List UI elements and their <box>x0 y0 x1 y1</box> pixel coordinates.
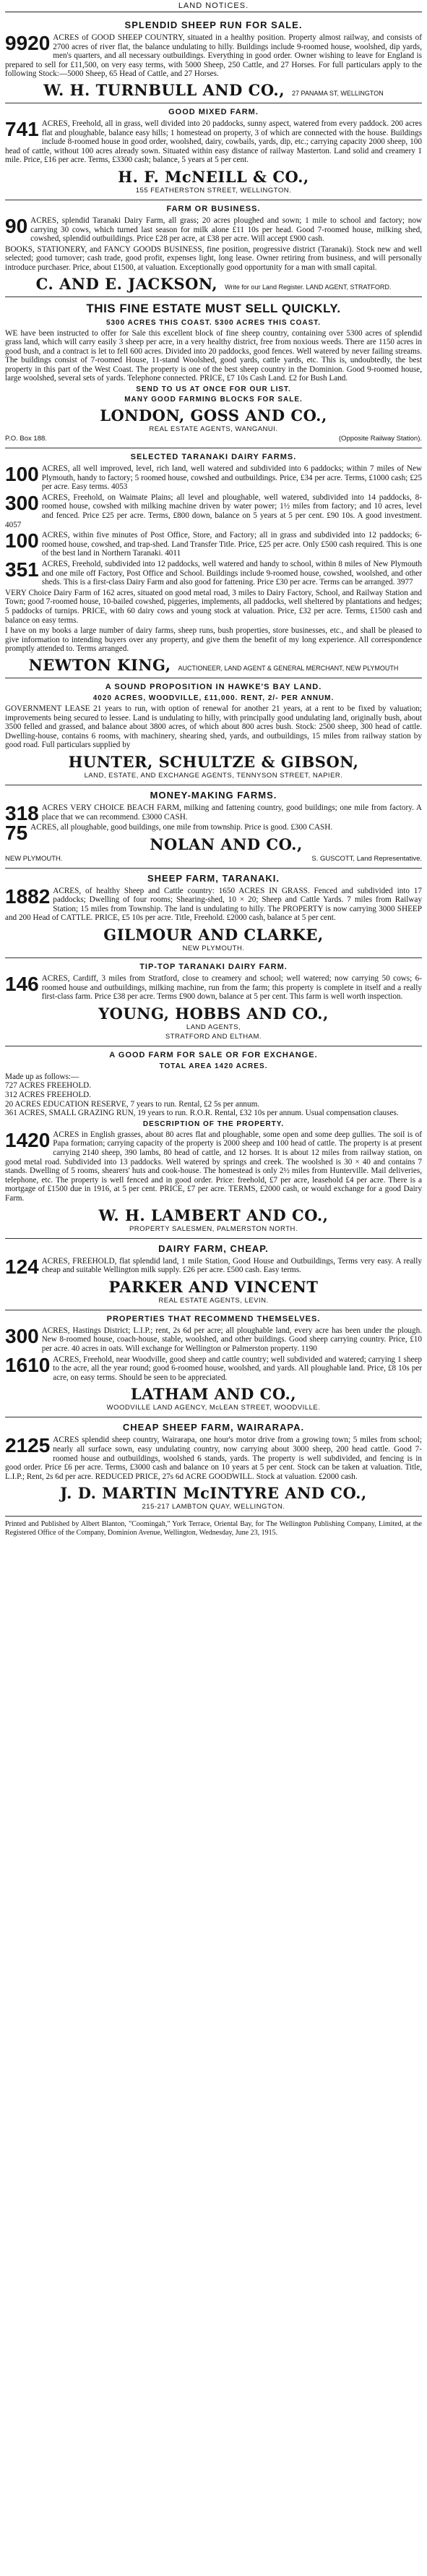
lead-number: 100 <box>5 463 39 486</box>
ad-body <box>5 884 422 923</box>
ad-note: MANY GOOD FARMING BLOCKS FOR SALE. <box>124 396 303 404</box>
ad-subheading: TOTAL AREA 1420 ACRES. <box>159 1062 268 1070</box>
ad-body-text: ACRES splendid sheep country, Wairarapa, one hour's motor drive from a growing town; 5 miles from school; nearly all surface sown, easy undulating country, now carrying about 3000 sheep, 200 head cattle. Good 7-roomed house and outbuildings, woolshed 6 stands, yards. The property is well subdivided, and fencing is in good order. Price £6 per acre. Terms, £3000 cash and balance on 10 years at 5 per cent. Stock can be taken at valuation. Title, L.I.P.; Rent, 2s 6d per acre. REDUCED PRICE, 27s 6d ACRE GOODWILL. Stock at valuation. £2000 cash. <box>5 1436 422 1481</box>
lead-number: 741 <box>5 117 39 140</box>
ad-body-text: ACRES, FREEHOLD, flat splendid land, 1 mile Station, Good House and Outbuildings, Terms very easy. A really cheap and suitable Wellington milk supply. £26 per acre. £500 cash. Easy terms. <box>41 1256 422 1275</box>
lead-number: 300 <box>5 491 39 514</box>
agent-address-line2: STRATFORD AND ELTHAM. <box>165 1032 262 1041</box>
ad-subheading: 5300 ACRES THIS COAST. 5300 ACRES THIS COAST. <box>105 318 322 327</box>
agent-town: NEW PLYMOUTH. <box>5 854 63 863</box>
firm-row <box>5 275 422 293</box>
agent-address: WOODVILLE LAND AGENCY, McLEAN STREET, WOODVILLE. <box>106 1404 321 1412</box>
ad-body-text: ACRES of GOOD SHEEP COUNTRY, situated in a healthy position. Property almost railway, and consists of 2700 acres of river flat, the balance undulating to hilly. Buildings include 9-roomed house, woolshed, dip yards, men's quarters, and all necessary outbuildings. Everything in good order. Owner wishing to leave for England is prepared to sell for £11,500, on very easy terms, with 5000 Sheep, 250 Cattle, and 27 Horses. For full particulars apply to the following Stock:—5000 Sheep, 65 Head of Cattle, and 27 Horses. <box>5 33 422 79</box>
listing-text: ACRES, Freehold, on Waimate Plains; all level and ploughable, well watered, subdivided into 14 paddocks, 8-roomed house, cowshed with milking machine driven by water power; 1½ miles from factory; and 10 acres, level and fenced. Price £25 per acre. Terms, £800 down, balance on 5 years at 5 per cent. £90 10s. A good investment. 4057 <box>5 492 422 529</box>
agent-address: 215-217 LAMBTON QUAY, WELLINGTON. <box>142 1503 285 1511</box>
lead-number: 9920 <box>5 32 51 54</box>
agent-name: NOLAN AND CO., <box>150 835 303 853</box>
ad-farm-for-exchange <box>5 1046 422 1239</box>
agent-name: YOUNG, HOBBS AND CO., <box>98 1004 329 1023</box>
ad-heading: A GOOD FARM FOR SALE OR FOR EXCHANGE. <box>109 1050 318 1059</box>
ad-heading: DAIRY FARM, CHEAP. <box>158 1242 269 1254</box>
lead-number: 75 <box>5 822 28 845</box>
ad-heading: A SOUND PROPOSITION IN HAWKE'S BAY LAND. <box>105 682 322 691</box>
agent-address: LAND, ESTATE, AND EXCHANGE AGENTS, TENNYSON STREET, NAPIER. <box>84 771 343 780</box>
agent-address: PROPERTY SALESMEN, PALMERSTON NORTH. <box>129 1224 298 1233</box>
listing-entry <box>5 560 422 587</box>
ad-note: SEND TO US AT ONCE FOR OUR LIST. <box>136 385 291 394</box>
agent-name: W. H. LAMBERT AND CO., <box>98 1206 329 1224</box>
agent-address: AUCTIONEER, LAND AGENT & GENERAL MERCHANT, NEW PLYMOUTH <box>178 664 399 672</box>
agent-name: LATHAM AND CO., <box>130 1385 297 1404</box>
listing-entry <box>5 1326 422 1354</box>
agent-name: HUNTER, SCHULTZE & GIBSON, <box>68 752 359 771</box>
ad-taranaki-dairy-farms <box>5 448 422 678</box>
ad-heading: GOOD MIXED FARM. <box>168 107 259 116</box>
ad-body <box>5 119 422 165</box>
ad-tip-top-dairy-farm <box>5 958 422 1046</box>
listing-text: ACRES, all well improved, level, rich land, well watered and subdivided into 6 paddocks; within 7 miles of New Plymouth, handy to factory; 5 roomed house, cowshed and outbuildings. Price, £34 per acre. Terms, £1000 cash; £25 per acre. Easy terms. 4053 <box>41 464 422 492</box>
firm-row <box>5 81 422 99</box>
ad-body <box>5 216 422 244</box>
agent-name: W. H. TURNBULL AND CO., <box>43 80 285 99</box>
ad-body-text: ACRES, of healthy Sheep and Cattle country: 1650 ACRES IN GRASS. Fenced and subdivided into 17 paddocks; Dwelling of four rooms; Shearing-shed, 10 × 20; Sheep and Cattle Yards. 7 miles from Railway Station; 15 miles from Township. The land is undulating to hilly. The PROPERTY is now carrying 3000 SHEEP and 200 Head of CATTLE. PRICE, £5 10s per acre. Title, Freehold. £2000 cash, balance at 5 per cent. <box>5 886 422 923</box>
ad-hawkes-bay-land <box>5 678 422 785</box>
lead-number: 300 <box>5 1324 39 1347</box>
lead-number: 318 <box>5 801 39 824</box>
listing-entry <box>5 803 422 822</box>
land-representative: S. GUSCOTT, Land Representative. <box>311 854 422 863</box>
ad-heading: FARM OR BUSINESS. <box>166 204 261 213</box>
ad-heading: PROPERTIES THAT RECOMMEND THEMSELVES. <box>106 1314 321 1323</box>
listing-entry <box>5 531 422 558</box>
ad-heading: SELECTED TARANAKI DAIRY FARMS. <box>130 453 297 462</box>
lead-number: 351 <box>5 558 39 581</box>
publisher-imprint: Printed and Published by Albert Blanton, "Coomingah," York Terrace, Oriental Bay, for The Wellington Publishing Company, Limited, at the Registered Office of the Company, Dominion Avenue, Wellington, Wednesday, June 23, 1915. <box>5 1520 422 1537</box>
ad-body-text: GOVERNMENT LEASE 21 years to run, with option of renewal for another 21 years, at a rent to be fixed by valuation; improvements being secured to lessee. Land is undulating to hilly, with principally good undulating land, originally bush, about 3500 felled and grassed, and balance about 3800 acres, of which about 800 acres bush. Stock: 2500 sheep, 300 head of cattle. Dwelling-house, contains 6 rooms, with machinery, shearing shed, yards, and outbuildings, 15 miles from railway station by good road. Full particulars supplied by <box>5 704 422 750</box>
description-heading: DESCRIPTION OF THE PROPERTY. <box>142 1119 285 1128</box>
ad-sheep-farm-taranaki <box>5 869 422 958</box>
agent-name: LONDON, GOSS AND CO., <box>100 406 327 425</box>
ad-heading: THIS FINE ESTATE MUST SELL QUICKLY. <box>86 301 341 315</box>
listing-text: ACRES, Freehold, near Woodville, good sheep and cattle country; well subdivided and watered; carrying 1 sheep to the acre, all the year round; good 6-roomed house, woolshed, and yards. All ploughable land. Price, £8 10s per acre, on easy terms. Should be seen to be appreciated. <box>53 1355 422 1382</box>
page-header: LAND NOTICES. <box>5 1 422 12</box>
ad-body-text: ACRES, splendid Taranaki Dairy Farm, all grass; 20 acres ploughed and sown; 1 mile to school and factory; now carrying 30 cows, which turned last season for milk alone £11 10s per head. Good 7-roomed house, milking shed, cowshed, splendid outbuildings. Price £28 per acre, at £38 per acre. Will accept £900 cash. <box>30 216 422 244</box>
lead-number: 1420 <box>5 1128 51 1151</box>
ad-farm-or-business <box>5 200 422 297</box>
agent-contact-row <box>5 435 422 443</box>
agent-name: J. D. MARTIN McINTYRE AND CO., <box>60 1484 367 1503</box>
agent-address: 155 FEATHERSTON STREET, WELLINGTON. <box>135 186 292 195</box>
ad-good-mixed-farm <box>5 103 422 200</box>
ad-body <box>5 1255 422 1278</box>
lead-number: 2125 <box>5 1434 51 1457</box>
ad-body-text: WE have been instructed to offer for Sale this excellent block of fine sheep country, containing over 5300 acres of splendid grass land, which will carry easily 3 sheep per acre, in a very healthy district, free from noxious weeds. There are 1150 acres in good bush, and a contract is let to fell 600 acres. Divided into 20 paddocks, good fences. Well watered by never failing streams. The buildings consist of 7-roomed House, 11-stand Woolshed, good yards, cattle yards, etc. This is, undoubtedly, the best property in this part of the West Coast. The property is one of the best sheep country in the Dominion. Good 9-roomed house, large woolshed, several sets of yards. Telephone connected. PRICE, £7 10s Cash Land. £2 for Bush Land. <box>5 328 422 383</box>
ad-body-text: ACRES, Freehold, all in grass, well divided into 20 paddocks, sunny aspect, watered from every paddock. 200 acres flat and ploughable, balance easy hills; 1 homestead on property, 3 of which are connected with the house. Buildings include 8-roomed house in good order, woolshed, dairy, cowbails, yards, dip, etc.; carrying capacity 2000 sheep, 100 head of cattle, without 100 acres already sown. Situated within easy distance of railway Masterton. Land solid and creamery 1 mile. Price, £16 per acre. Terms, £3300 cash; balance, 5 years at 5 per cent. <box>5 119 422 165</box>
agent-address: LAND AGENTS, <box>186 1023 241 1031</box>
lead-number: 1610 <box>5 1353 51 1376</box>
agent-name: H. F. McNEILL & CO., <box>118 167 309 186</box>
lead-number: 1882 <box>5 884 51 908</box>
ad-body-text: ACRES in English grasses, about 80 acres flat and ploughable, some open and some deep gullies. The soil is of Papa formation; carrying capacity of the property is 2000 sheep and 100 head of cattle. The property is at present carrying 2140 sheep, 390 lambs, 80 head of cattle, and 12 horses. It is about 12 miles from railway station, on good metal road. Subdivided into 13 paddocks. Well watered by springs and creek. The woolshed is 30 × 40 and contains 7 stands. Dwelling of 5 rooms, shearers' huts and cook-house. The homestead is only 2½ miles from Hunterville. Mail deliveries, telephone, etc. The property is well fenced and in good order. Price: freehold, £7 per acre, leasehold £4 per acre. There is a mortgage of £1500 due in 1916, at 5 per cent. PRICE, £7 per acre. TERMS, £2000 cash, or would exchange for a good Dairy Farm. <box>5 1130 422 1203</box>
lead-number: 100 <box>5 529 39 553</box>
ad-splendid-sheep-run <box>5 15 422 103</box>
property-breakdown: Made up as follows:— 727 ACRES FREEHOLD. 312 ACRES FREEHOLD. 20 ACRES EDUCATION RESERVE, 7 years to run. Rental, £2 5s per annum. 361 ACRES, SMALL GRAZING RUN, 19 years to run. R.O.R. Rental, £32 10s per annum. Usual compensation clauses. <box>5 1072 399 1118</box>
ad-body <box>5 1130 422 1203</box>
agent-name: GILMOUR AND CLARKE, <box>103 926 324 944</box>
ad-dairy-farm-cheap <box>5 1239 422 1310</box>
listing-entry <box>5 1355 422 1383</box>
agent-address: Write for our Land Register. LAND AGENT, STRATFORD. <box>225 283 392 291</box>
listing-text: ACRES, all ploughable, good buildings, one mile from township. Price is good. £300 CASH. <box>30 823 333 832</box>
ad-body <box>5 33 422 79</box>
agent-name: NEWTON KING, <box>28 655 171 674</box>
agent-address: REAL ESTATE AGENTS, WANGANUI. <box>149 425 278 434</box>
lead-number: 90 <box>5 214 28 237</box>
listing-text: ACRES, Freehold, subdivided into 12 paddocks, well watered and handy to school, within 8 miles of New Plymouth and one mile off Factory, Post Office and School. Buildings include 9-roomed house, cowshed, woolshed, and other sheds. This is a first-class Dairy Farm and also good for fattening. Price £30 per acre. Terms can be arranged. 3977 <box>41 560 422 587</box>
po-box: P.O. Box 188. <box>5 435 47 443</box>
ad-subheading: 4020 ACRES, WOODVILLE, £11,000. RENT, 2/- PER ANNUM. <box>92 694 335 702</box>
lead-number: 146 <box>5 973 39 996</box>
ad-fine-estate <box>5 297 422 449</box>
ad-body <box>5 974 422 1002</box>
ad-heading: MONEY-MAKING FARMS. <box>150 789 277 801</box>
listing-entry: VERY Choice Dairy Farm of 162 acres, situated on good metal road, 3 miles to Dairy Factory, School, and Railway Station and Town; good 7-roomed house, 10-bailed cowshed, piggeries, implements, all paddocks, well sheltered by plantations and hedges; 5 paddocks of turnips. PRICE, with 60 dairy cows and young stock at valuation. Price, £32 per acre. Terms, £1500 cash and balance on easy terms. <box>5 588 422 625</box>
listing-entry: I have on my books a large number of dairy farms, sheep runs, bush properties, store businesses, etc., and shall be pleased to give information to intending buyers over any property, and give them the benefit of my long experience. All correspondence promptly attended to. Terms arranged. <box>5 626 422 654</box>
listing-entry <box>5 493 422 529</box>
lead-number: 124 <box>5 1255 39 1278</box>
ad-properties-recommend <box>5 1310 422 1418</box>
agent-contact-row <box>5 855 422 863</box>
listing-entry <box>5 464 422 492</box>
listing-text: ACRES, within five minutes of Post Office, Store, and Factory; all in grass and subdivided into 12 paddocks; 6-roomed house, cowshed, and trap-shed. Land Transfer Title. Price, £25 per acre. Only £500 cash required. This is one of the best land in Northern Taranaki. 4011 <box>41 531 422 558</box>
firm-row <box>5 656 422 674</box>
listing-text: ACRES VERY CHOICE BEACH FARM, milking and fattening country, good buildings; one mile from factory. A place that we can recommend. £3000 CASH. <box>41 803 422 822</box>
listing-text: ACRES, Hastings District; L.I.P.; rent, 2s 6d per acre; all ploughable land, every acre has been under the plough. New 8-roomed house, coach-house, stable, woolshed, and other buildings. Good sheep carrying country. Price, £10 per acre. 40 acres in oats. Will exchange for Wellington or Palmerston property. 1190 <box>41 1326 422 1353</box>
ad-heading: CHEAP SHEEP FARM, WAIRARAPA. <box>122 1422 305 1433</box>
ad-heading: TIP-TOP TARANAKI DAIRY FARM. <box>139 963 288 972</box>
location-note: (Opposite Railway Station). <box>338 435 422 443</box>
ad-money-making-farms <box>5 785 422 869</box>
ad-heading: SHEEP FARM, TARANAKI. <box>147 872 280 884</box>
ad-body <box>5 1436 422 1481</box>
agent-address: 27 PANAMA ST, WELLINGTON <box>292 89 384 97</box>
agent-name: PARKER AND VINCENT <box>108 1277 319 1296</box>
agent-name: C. AND E. JACKSON, <box>35 274 218 293</box>
agent-address: NEW PLYMOUTH. <box>182 944 245 953</box>
ad-body-secondary: BOOKS, STATIONERY, and FANCY GOODS BUSINESS, fine position, progressive district (Taranaki). Stock new and well selected; good turnover; cash trade, good profit, expenses light, long lease. Owner retiring from business, and will personally introduce purchaser. Price, about £1500, at valuation. Exceptionally good opportunity for a man with small capital. <box>5 244 422 272</box>
agent-address: REAL ESTATE AGENTS, LEVIN. <box>158 1296 269 1305</box>
ad-heading: SPLENDID SHEEP RUN FOR SALE. <box>124 20 303 30</box>
ad-body-text: ACRES, Cardiff, 3 miles from Stratford, close to creamery and school; well watered; now carrying 50 cows; 6-roomed house and outbuildings, milking machine, run from the farm; this property is complete in itself and a really first-class farm. Price £38 per acre. Terms £900 down, balance at 5 per cent. This farm is well worth inspection. <box>41 974 422 1002</box>
ad-cheap-sheep-farm-wairarapa <box>5 1417 422 1517</box>
